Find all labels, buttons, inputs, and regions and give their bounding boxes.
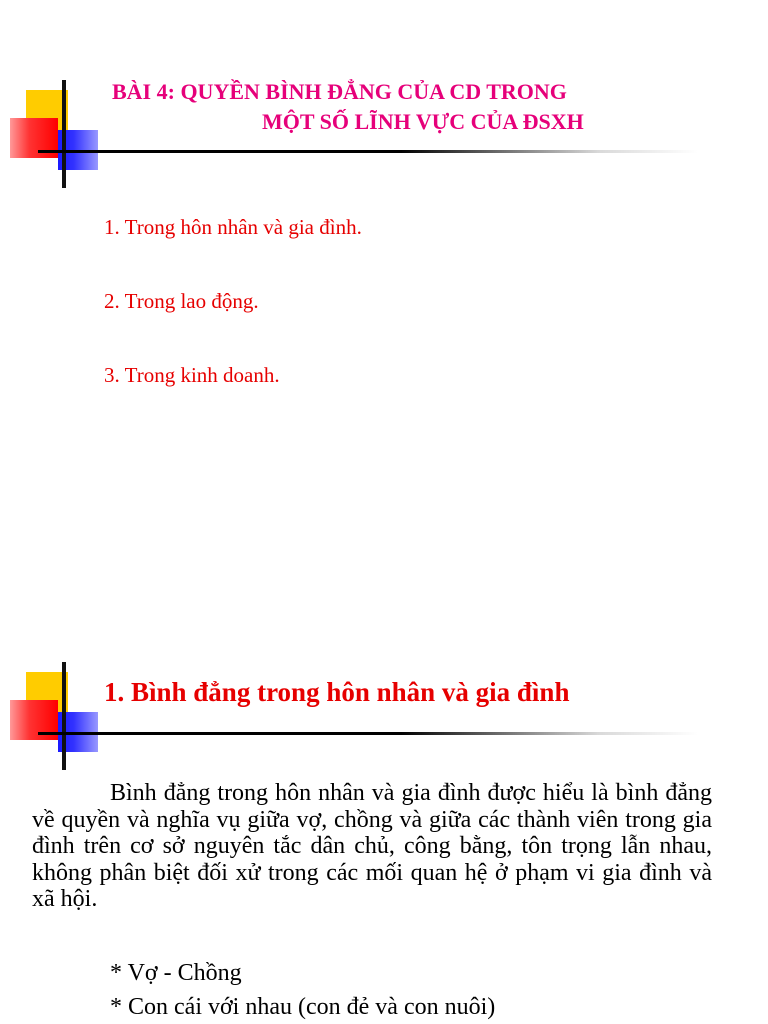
- bullet-item: * Vợ - Chồng: [110, 960, 242, 986]
- bullet-item: * Con cái với nhau (con đẻ và con nuôi): [110, 994, 496, 1020]
- logo-vertical-line: [62, 662, 66, 770]
- list-item: 2. Trong lao động.: [104, 289, 259, 313]
- decorative-squares-logo: [0, 662, 110, 772]
- slide-title-line-2: MỘT SỐ LĨNH VỰC CỦA ĐSXH: [262, 109, 584, 134]
- title-underline: [38, 732, 698, 735]
- section-title: 1. Bình đẳng trong hôn nhân và gia đình: [104, 677, 570, 707]
- list-item: 3. Trong kinh doanh.: [104, 363, 280, 387]
- slide-2: [0, 512, 768, 1024]
- decorative-squares-logo: [0, 80, 110, 190]
- slide-title-line-1: BÀI 4: QUYỀN BÌNH ĐẲNG CỦA CD TRONG: [112, 79, 567, 104]
- title-underline: [38, 150, 698, 153]
- topic-list: [104, 212, 362, 434]
- definition-paragraph: Bình đẳng trong hôn nhân và gia đình được hiểu là bình đẳng về quyền và nghĩa vụ giữa vợ, chồng và giữa các thành viên trong gia đình trên cơ sở nguyên tắc dân chủ, công bằng, tôn trọng lẫn nhau, không phân biệt đối xử trong các mối quan hệ ở phạm vi gia đình và xã hội.: [32, 780, 712, 912]
- logo-vertical-line: [62, 80, 66, 188]
- list-item: 1. Trong hôn nhân và gia đình.: [104, 215, 362, 239]
